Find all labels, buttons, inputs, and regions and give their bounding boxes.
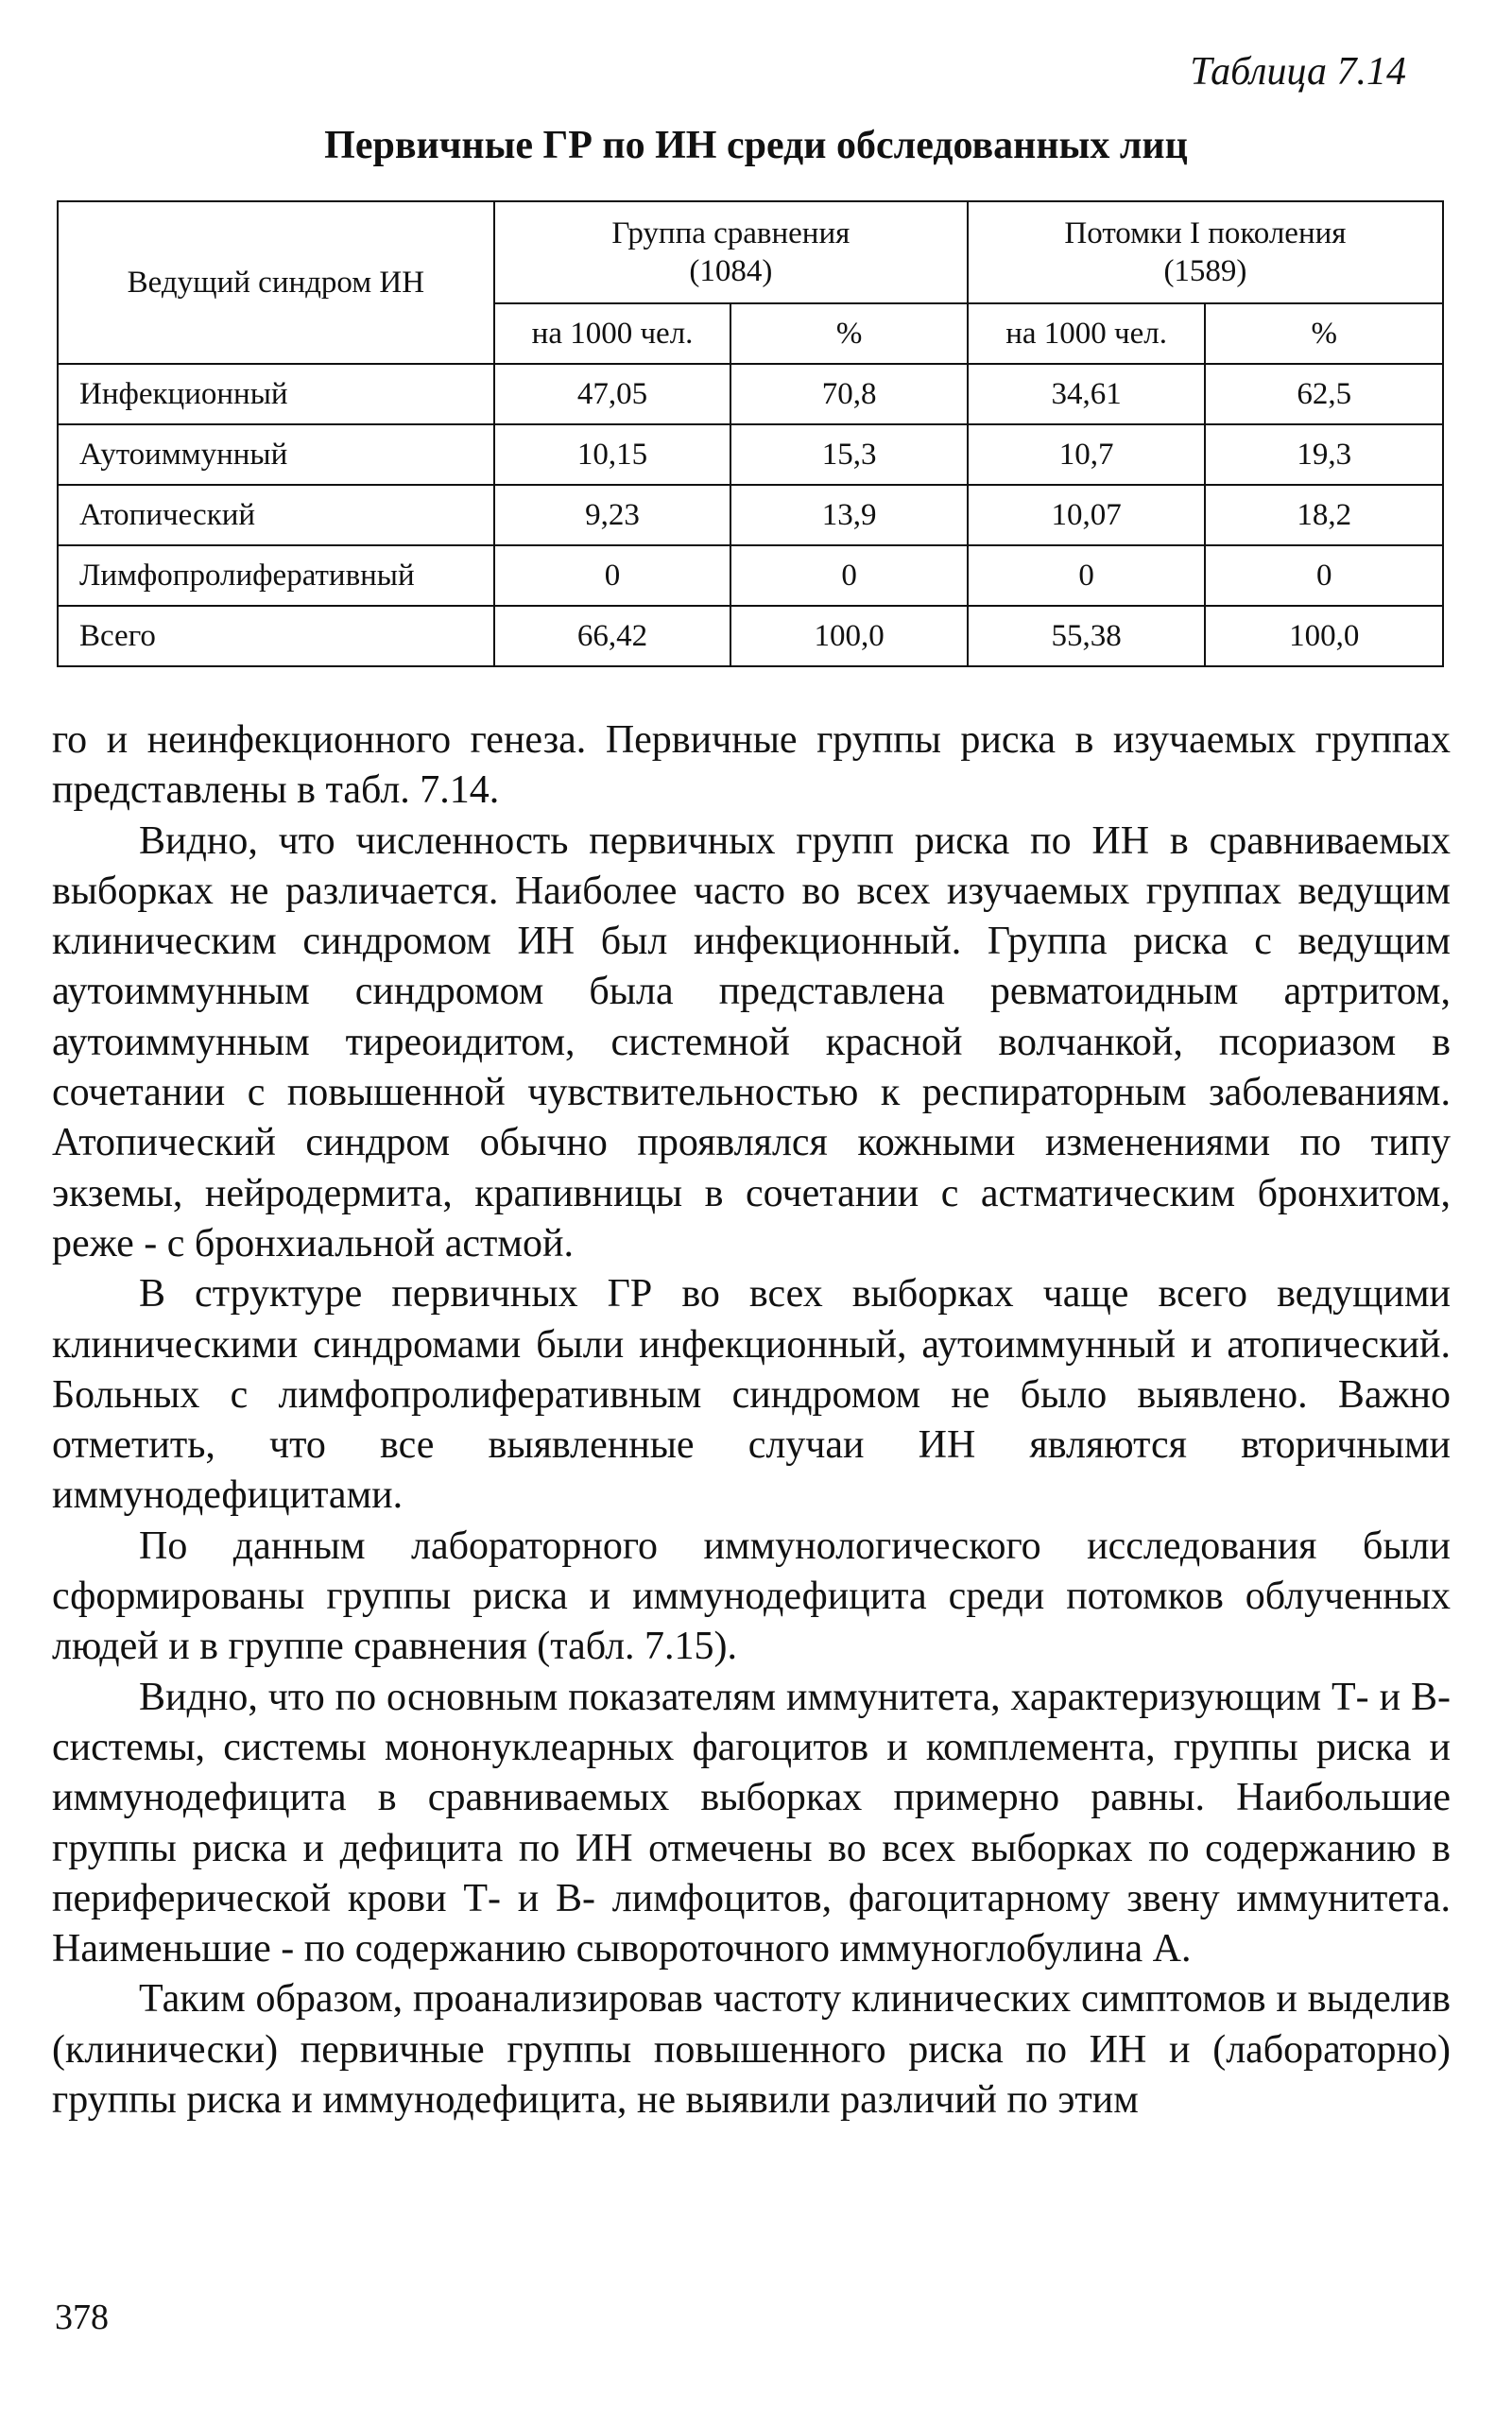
paragraph: По данным лабораторного иммунологического исследования были сформированы группы риска и иммунодефицита среди потомков облученных людей и в группе сравнения (табл. 7.15). [52, 1523, 1451, 1669]
paragraph: Таким образом, проанализировав частоту клинических симптомов и выделив (клинически) первичные группы повышенного риска по ИН и (лабораторно) группы риска и иммунодефицита, не выявили различий по этим [52, 1977, 1451, 2123]
cell: 62,5 [1205, 364, 1443, 424]
paragraph: Видно, что по основным показателям иммунитета, характеризующим Т- и В- системы, системы мононуклеарных фагоцитов и комплемента, группы риска и иммунодефицита в сравниваемых выборках примерно равны. Наибольшие группы риска и дефицита по ИН отмечены во всех выборках по содержанию в периферической крови Т- и В- лимфоцитов, фагоцитарному звену иммунитета. Наименьшие - по содержанию сывороточного иммуноглобулина А. [52, 1675, 1451, 1971]
cell: 10,07 [968, 485, 1206, 545]
header-syndrome: Ведущий синдром ИН [58, 201, 494, 364]
subheader-per-1000: на 1000 чел. [494, 303, 731, 364]
cell: 19,3 [1205, 424, 1443, 485]
group-count: (1084) [689, 254, 773, 288]
row-label: Атопический [58, 485, 494, 545]
paragraph: го и неинфекционного генеза. Первичные группы риска в изучаемых группах представлены в табл. 7.14. [52, 718, 1451, 813]
cell: 0 [494, 545, 731, 606]
table-header-row [58, 201, 1443, 303]
cell: 10,7 [968, 424, 1206, 485]
cell: 15,3 [730, 424, 968, 485]
table-row [58, 545, 1443, 606]
group-count: (1589) [1163, 254, 1247, 288]
row-label: Аутоиммунный [58, 424, 494, 485]
cell: 34,61 [968, 364, 1206, 424]
subheader-percent: % [1205, 303, 1443, 364]
data-table [57, 200, 1444, 667]
header-group-descendants [968, 201, 1443, 303]
paragraph: Видно, что численность первичных групп риска по ИН в сравниваемых выборках не различается. Наиболее часто во всех изучаемых группах ведущим клиническим синдромом ИН был инфекционный. Группа риска с ведущим аутоиммунным синдромом была представлена ревматоидным артритом, аутоиммунным тиреоидитом, системной красной волчанкой, псориазом в сочетании с повышенной чувствительностью к респираторным заболеваниям. Атопический синдром обычно проявлялся кожными изменениями по типу экземы, нейродермита, крапивницы в сочетании с астматическим бронхитом, реже - с бронхиальной астмой. [52, 818, 1451, 1265]
page-number: 378 [55, 2298, 109, 2337]
cell: 70,8 [730, 364, 968, 424]
cell: 9,23 [494, 485, 731, 545]
cell: 0 [968, 545, 1206, 606]
subheader-per-1000: на 1000 чел. [968, 303, 1206, 364]
row-label: Инфекционный [58, 364, 494, 424]
cell: 0 [730, 545, 968, 606]
cell: 10,15 [494, 424, 731, 485]
header-group-comparison [494, 201, 968, 303]
table-row-total [58, 606, 1443, 666]
subheader-percent: % [730, 303, 968, 364]
cell: 100,0 [1205, 606, 1443, 666]
cell: 18,2 [1205, 485, 1443, 545]
cell: 55,38 [968, 606, 1206, 666]
cell: 66,42 [494, 606, 731, 666]
table-title: Первичные ГР по ИН среди обследованных лиц [324, 124, 1188, 167]
row-label: Всего [58, 606, 494, 666]
table-row [58, 364, 1443, 424]
group-name: Группа сравнения [611, 216, 850, 250]
group-name: Потомки I поколения [1064, 216, 1347, 250]
cell: 47,05 [494, 364, 731, 424]
table-label: Таблица 7.14 [1190, 50, 1406, 94]
paragraph: В структуре первичных ГР во всех выборках чаще всего ведущими клиническими синдромами были инфекционный, аутоиммунный и атопический. Больных с лимфопролиферативным синдромом не было выявлено. Важно отметить, что все выявленные случаи ИН являются вторичными иммунодефицитами. [52, 1272, 1451, 1518]
cell: 100,0 [730, 606, 968, 666]
body-text [52, 715, 1451, 2126]
table-row [58, 485, 1443, 545]
cell: 0 [1205, 545, 1443, 606]
table-row [58, 424, 1443, 485]
row-label: Лимфопролиферативный [58, 545, 494, 606]
cell: 13,9 [730, 485, 968, 545]
